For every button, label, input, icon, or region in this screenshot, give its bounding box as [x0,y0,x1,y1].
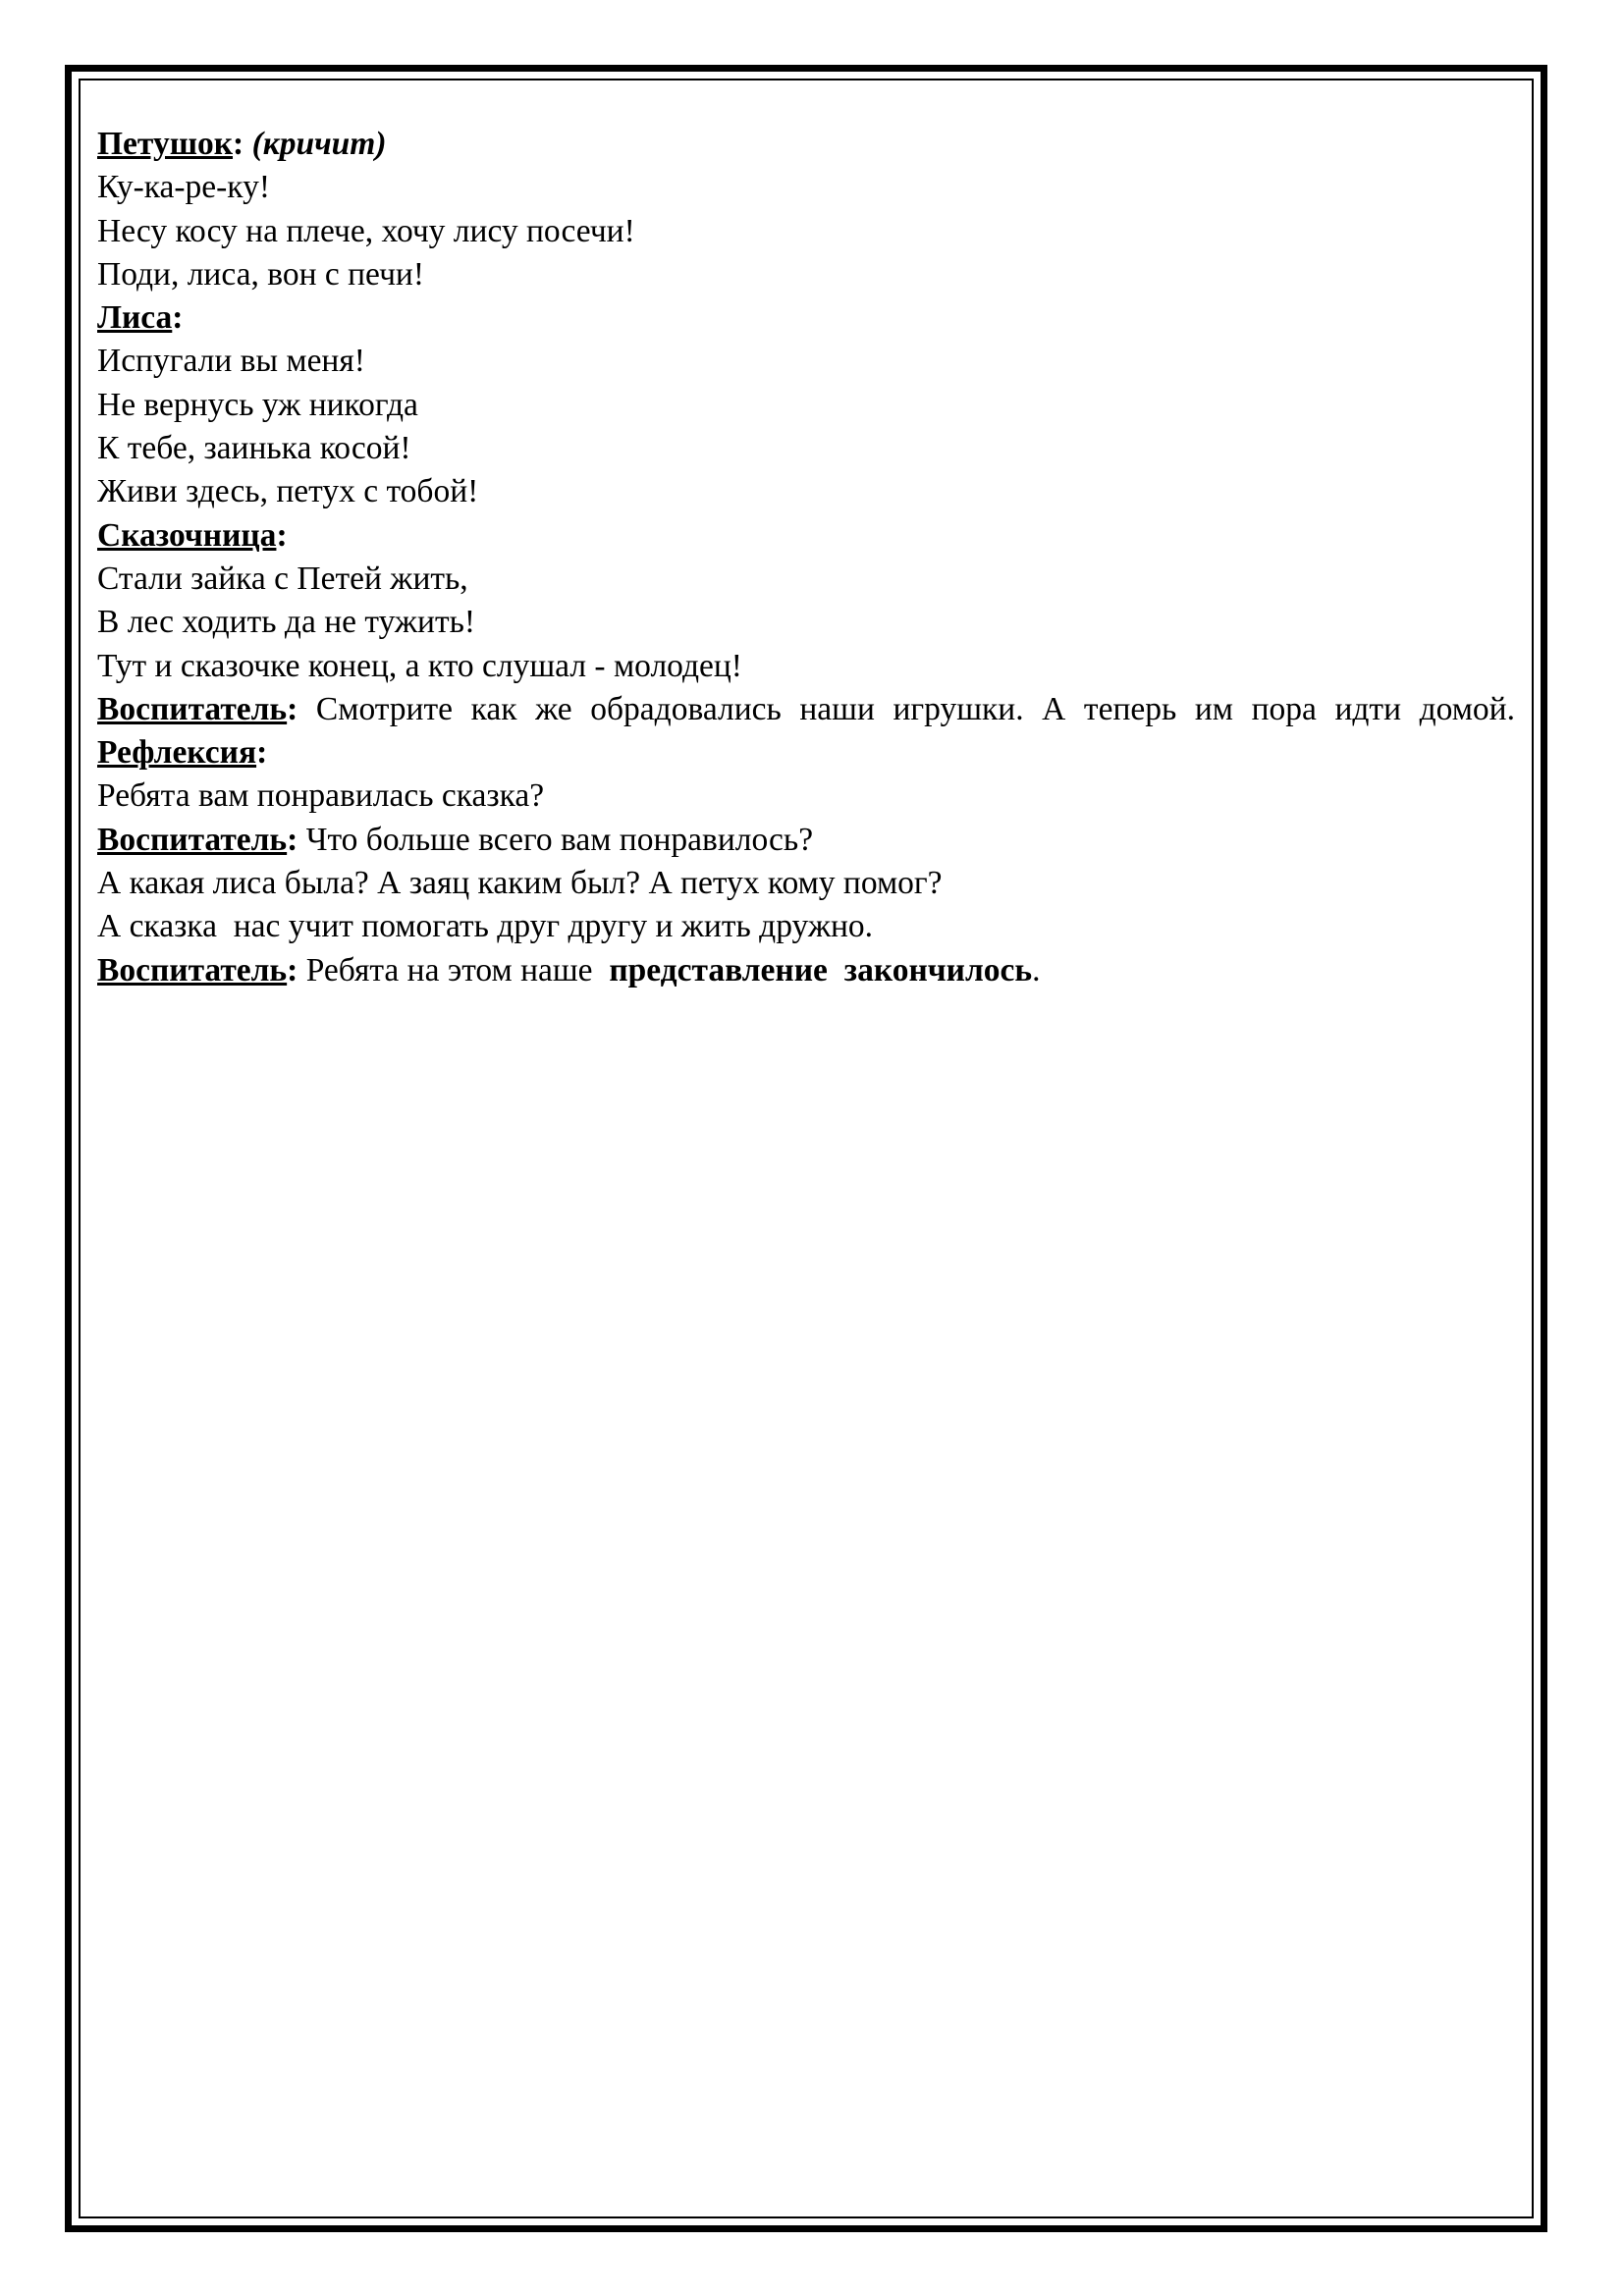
verse-line: Испугали вы меня! [97,343,365,380]
closing-line [97,949,1515,992]
verse-line: Живи здесь, петух с тобой! [97,473,479,510]
question-line: Ребята вам понравилась сказка? [97,777,545,815]
speaker-name: Сказочница [97,516,277,554]
speaker-line-petushok [97,123,1515,166]
reflection-paragraph [97,688,1524,775]
speaker-name: Воспитатель [97,821,288,858]
speaker-colon: : [233,126,244,162]
speaker-colon: : [287,690,298,727]
line-end: . [1032,951,1041,988]
speaker-colon: : [287,821,298,858]
verse-line: Стали зайка с Петей жить, [97,560,468,597]
verse-line: Ку-ка-ре-ку! [97,169,271,206]
speaker-colon: : [172,299,184,337]
verse-line: В лес ходить да не тужить! [97,604,476,641]
speaker-line-vospitatel [97,819,1515,862]
question-line: А какая лиса была? А заяц каким был? А петух кому помог? [97,865,943,902]
verse-line: Поди, лиса, вон с печи! [97,255,425,293]
bold-phrase: представление закончилось [609,951,1033,988]
speaker-name: Петушок [97,126,234,162]
line-text: Ребята на этом наше [298,951,610,988]
speaker-name: Лиса [97,299,173,337]
verse-line: К тебе, заинька косой! [97,430,411,467]
heading-colon: : [256,734,268,772]
speaker-line-skazochnitsa [97,514,1515,558]
verse-line: Тут и сказочке конец, а кто слушал - молодец! [97,647,742,684]
reflection-heading: Рефлексия [97,734,257,772]
line-text: Что больше всего вам понравилось? [298,821,814,858]
moral-line: А сказка нас учит помогать друг другу и жить дружно. [97,908,874,945]
document-body [97,123,1524,992]
stage-direction: (кричит) [244,126,387,162]
verse-line: Несу косу на плече, хочу лису посечи! [97,212,635,249]
speaker-colon: : [287,951,298,988]
paragraph-text: Смотрите как же обрадовались наши игрушки. А теперь им пора идти домой. [298,690,1524,727]
speaker-name: Воспитатель [97,690,288,727]
speaker-line-lisa [97,296,1515,340]
verse-line: Не вернусь уж никогда [97,386,418,423]
speaker-name: Воспитатель [97,951,288,988]
speaker-colon: : [276,516,288,554]
